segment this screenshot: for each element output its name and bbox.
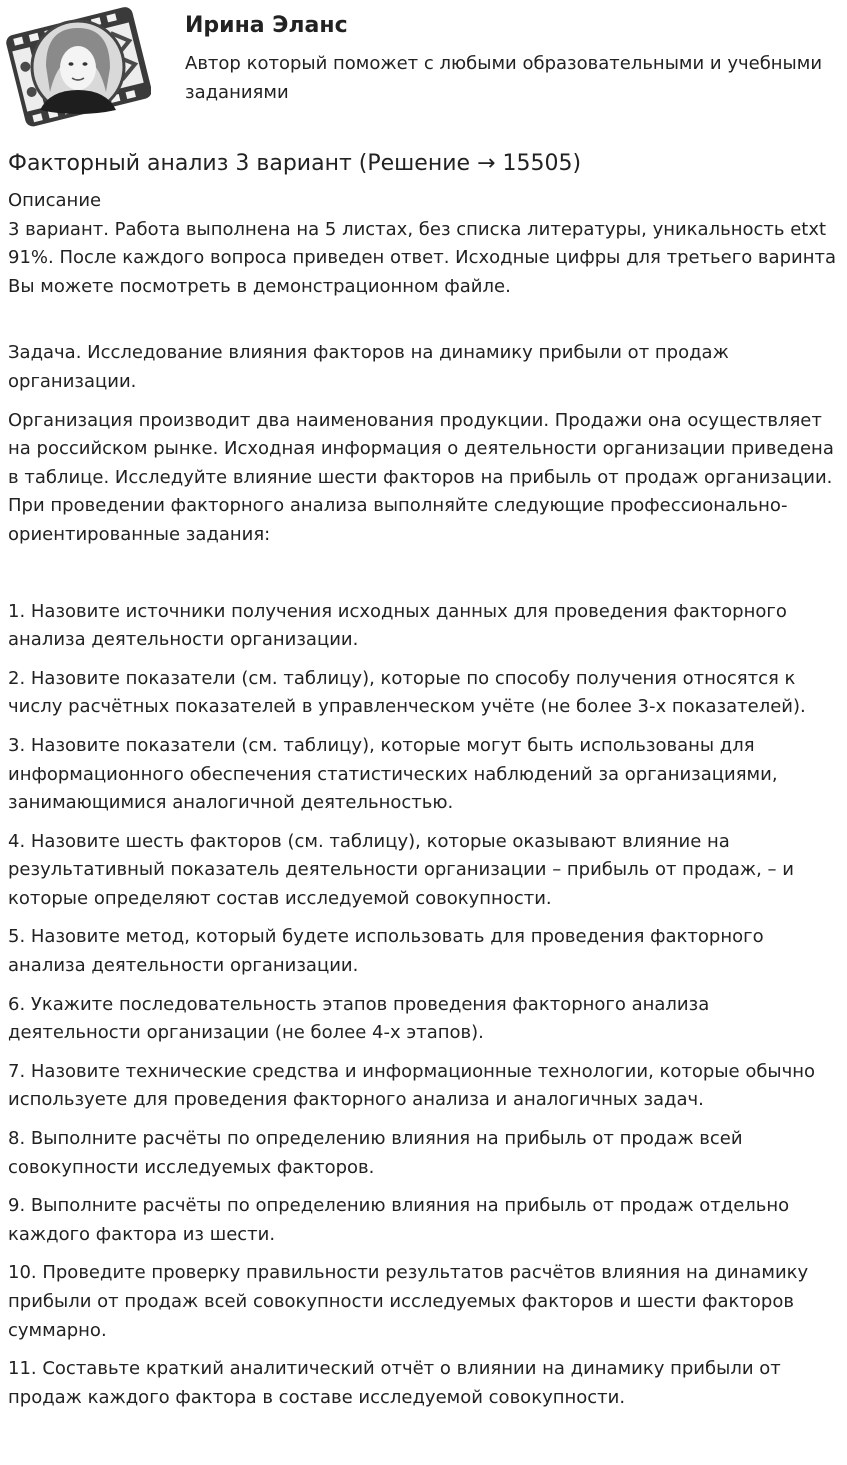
task-item-5: 5. Назовите метод, который будете использовать для проведения факторного анализа деятельности организации.: [8, 926, 764, 977]
task-item-11: 11. Составьте краткий аналитический отчёт о влиянии на динамику прибыли от продаж каждого фактора в составе исследуемой совокупности.: [8, 1358, 781, 1408]
task-intro: Организация производит два наименования продукции. Продажи она осуществляет на российском рынке. Исходная информация о деятельности организации приведена в таблице. Исследуйте влияние шести факторов на прибыль от продаж организации. При проведении факторного анализа выполняйте следующие профессионально-ориентированные задания:: [8, 409, 834, 545]
task-item-4: 4. Назовите шесть факторов (см. таблицу), которые оказывают влияние на результативный показатель деятельности организации – прибыль от продаж, – и которые определяют состав исследуемой совокупности.: [8, 830, 794, 909]
task-title: Задача. Исследование влияния факторов на динамику прибыли от продаж организации.: [8, 342, 729, 392]
author-block: [0, 0, 847, 135]
task-item-2: 2. Назовите показатели (см. таблицу), которые по способу получения относятся к числу расчётных показателей в управленческом учёте (не более 3-х показателей).: [8, 667, 806, 718]
page-title: Факторный анализ 3 вариант (Решение → 15505): [8, 151, 582, 176]
task-item-9: 9. Выполните расчёты по определению влияния на прибыль от продаж отдельно каждого фактора из шести.: [8, 1195, 790, 1245]
task-item-7: 7. Назовите технические средства и информационные технологии, которые обычно используете для проведения факторного анализа и аналогичных задач.: [8, 1060, 816, 1111]
task-item-3: 3. Назовите показатели (см. таблицу), которые могут быть использованы для информационного обеспечения статистических наблюдений за организациями, занимающимися аналогичной деятельностью.: [8, 734, 778, 814]
task-item-1: 1. Назовите источники получения исходных данных для проведения факторного анализа деятельности организации.: [8, 600, 787, 651]
author-description: Автор который поможет с любыми образовательными и учебными заданиями: [185, 53, 823, 103]
document-content: [8, 187, 843, 1412]
author-photo-filmstrip-icon: [6, 6, 151, 128]
task-item-10: 10. Проведите проверку правильности результатов расчётов влияния на динамику прибыли от продаж всей совокупности исследуемых факторов и шести факторов суммарно.: [8, 1262, 809, 1341]
task-item-8: 8. Выполните расчёты по определению влияния на прибыль от продаж всей совокупности исследуемых факторов.: [8, 1128, 743, 1178]
task-item-6: 6. Укажите последовательность этапов проведения факторного анализа деятельности организации (не более 4-х этапов).: [8, 993, 710, 1044]
author-name: Ирина Эланс: [185, 13, 348, 38]
description-label: Описание: [8, 190, 102, 211]
description-text: 3 вариант. Работа выполнена на 5 листах, без списка литературы, уникальность etxt 91%. После каждого вопроса приведен ответ. Исходные цифры для третьего варинта Вы можете посмотреть в демонстрационном файле.: [8, 218, 836, 297]
